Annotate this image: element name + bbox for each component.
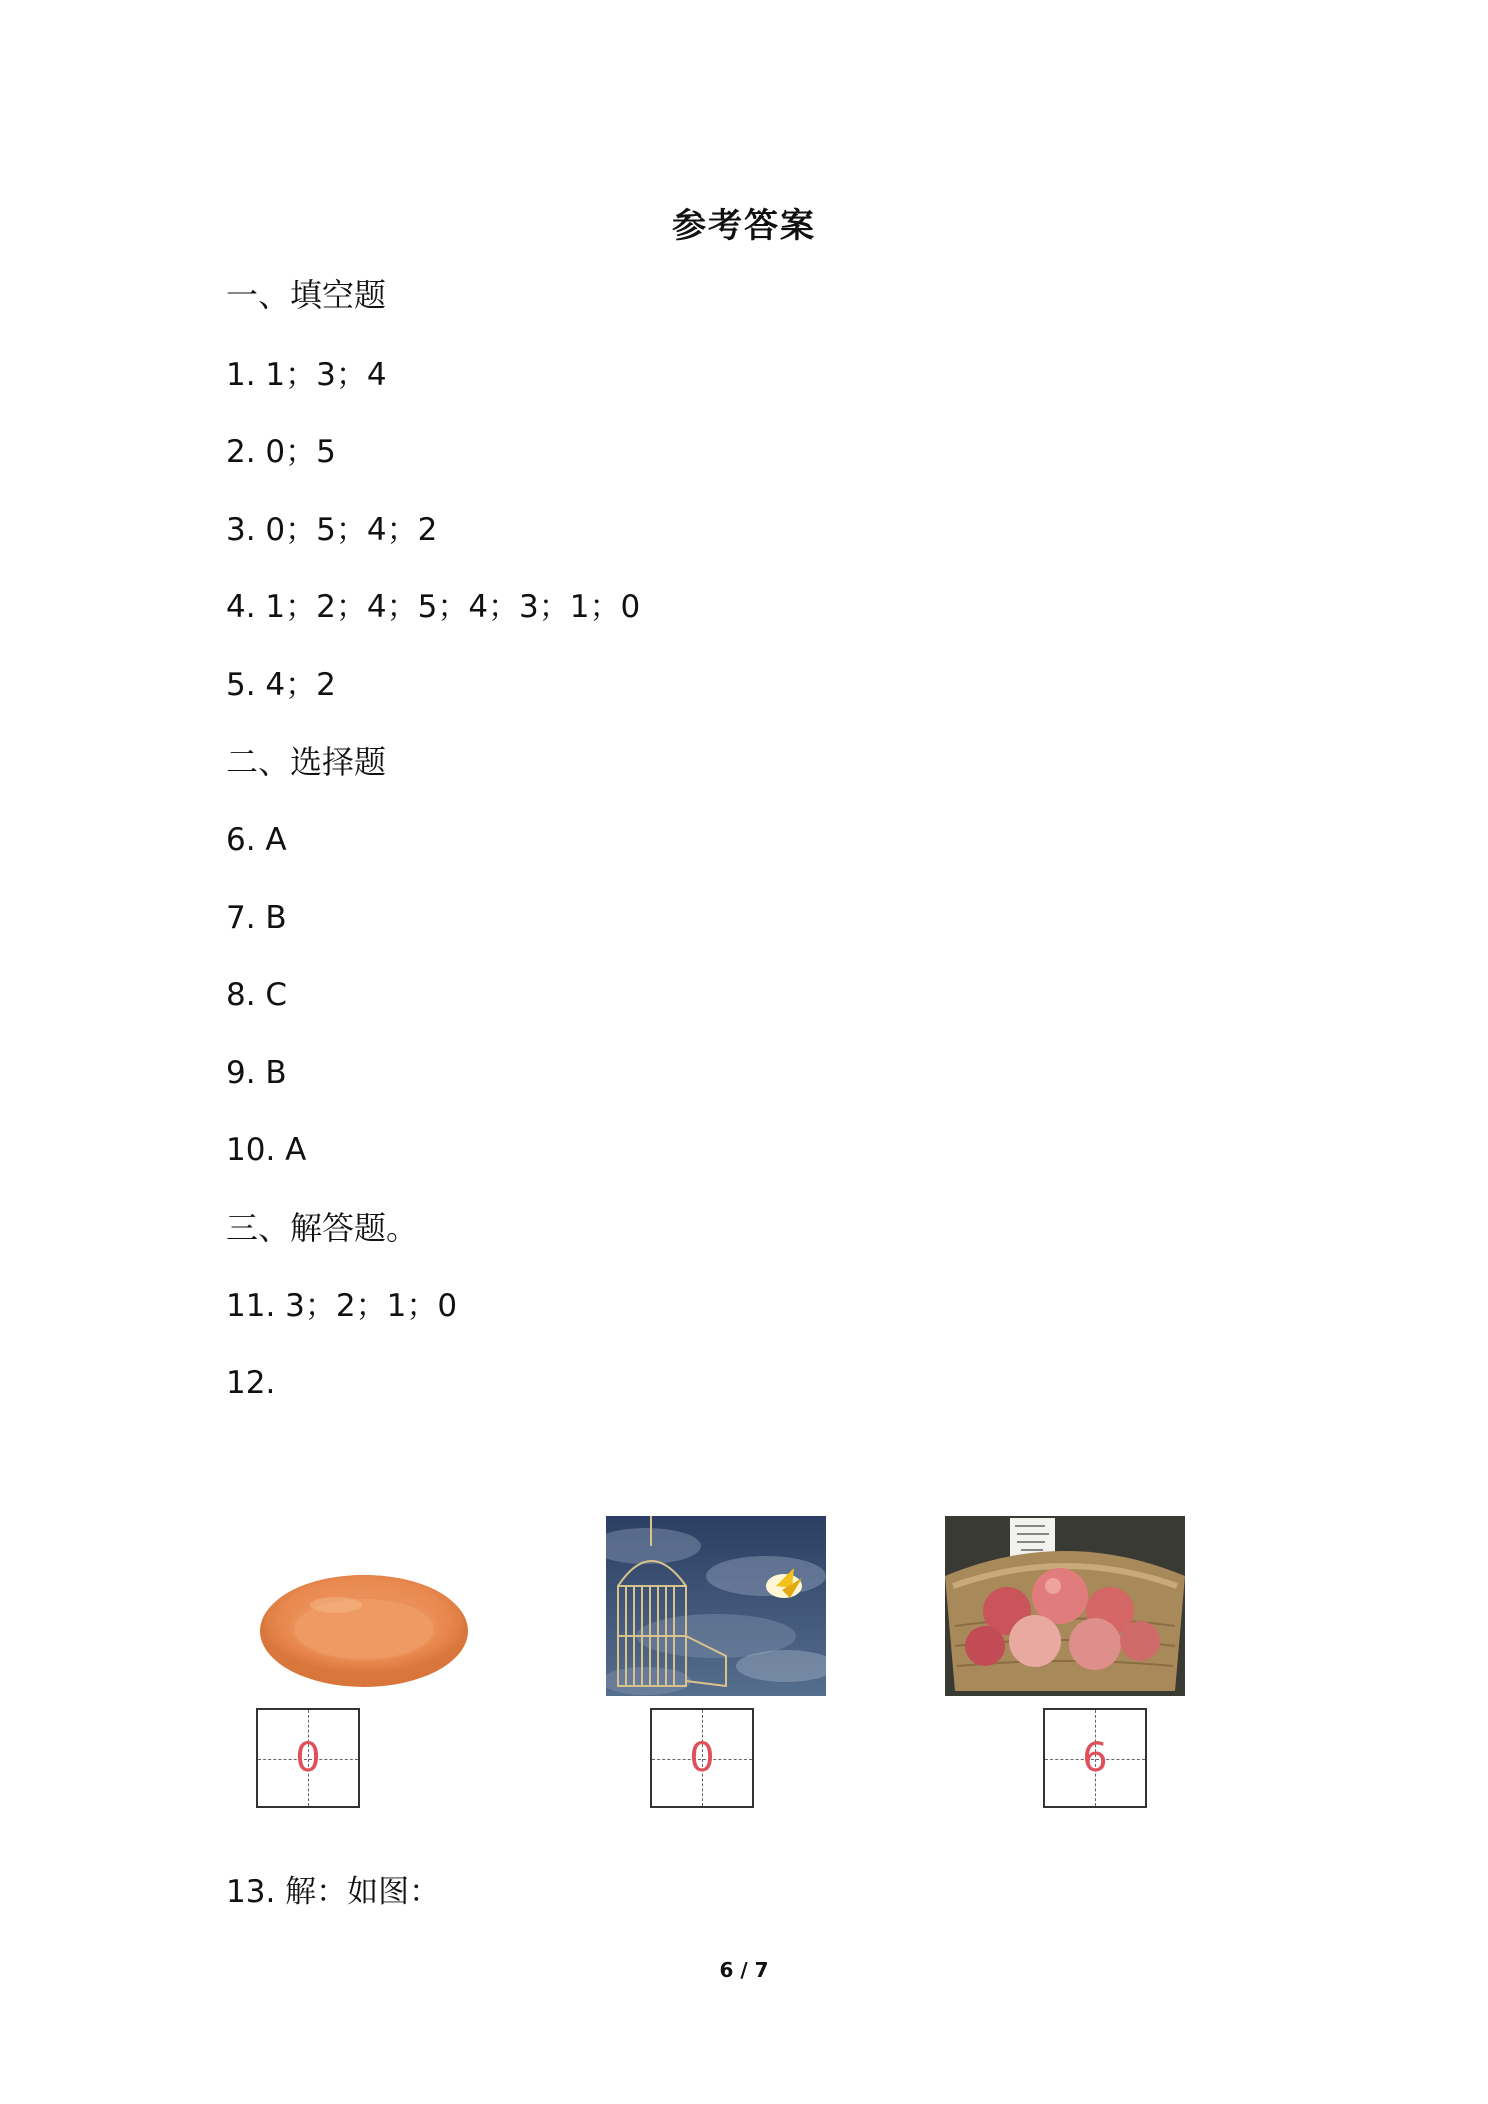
answer-digit-birdcage: 0	[689, 1735, 715, 1781]
answer-box-plate	[256, 1708, 360, 1808]
page-title: 参考答案	[672, 206, 816, 246]
answer-line-7: 7. B	[226, 900, 287, 936]
answer-line-9: 9. B	[226, 1055, 287, 1091]
empty-plate-icon	[256, 1565, 472, 1695]
answer-line-4: 4. 1；2；4；5；4；3；1；0	[226, 589, 641, 625]
page-number: 6 / 7	[719, 1958, 769, 1982]
answer-line-1: 1. 1；3；4	[226, 357, 387, 393]
answer-box-birdcage	[650, 1708, 754, 1808]
answer-line-5: 5. 4；2	[226, 667, 336, 703]
answer-line-10: 10. A	[226, 1132, 307, 1168]
empty-birdcage-icon	[606, 1516, 826, 1696]
answer-box-apples	[1043, 1708, 1147, 1808]
answer-line-2: 2. 0；5	[226, 434, 336, 470]
answer-line-12: 12.	[226, 1365, 276, 1401]
section-heading-choice: 二、选择题	[226, 743, 387, 781]
answer-line-11: 11. 3；2；1；0	[226, 1288, 458, 1324]
answer-line-13: 13. 解：如图：	[226, 1874, 441, 1910]
answer-line-6: 6. A	[226, 822, 287, 858]
section-heading-solve: 三、解答题。	[226, 1209, 419, 1247]
apple-basket-icon	[945, 1516, 1185, 1696]
section-heading-fill-blank: 一、填空题	[226, 276, 387, 314]
answer-digit-plate: 0	[295, 1735, 321, 1781]
answer-line-3: 3. 0；5；4；2	[226, 512, 438, 548]
answer-digit-apples: 6	[1082, 1735, 1108, 1781]
answer-line-8: 8. C	[226, 977, 288, 1013]
